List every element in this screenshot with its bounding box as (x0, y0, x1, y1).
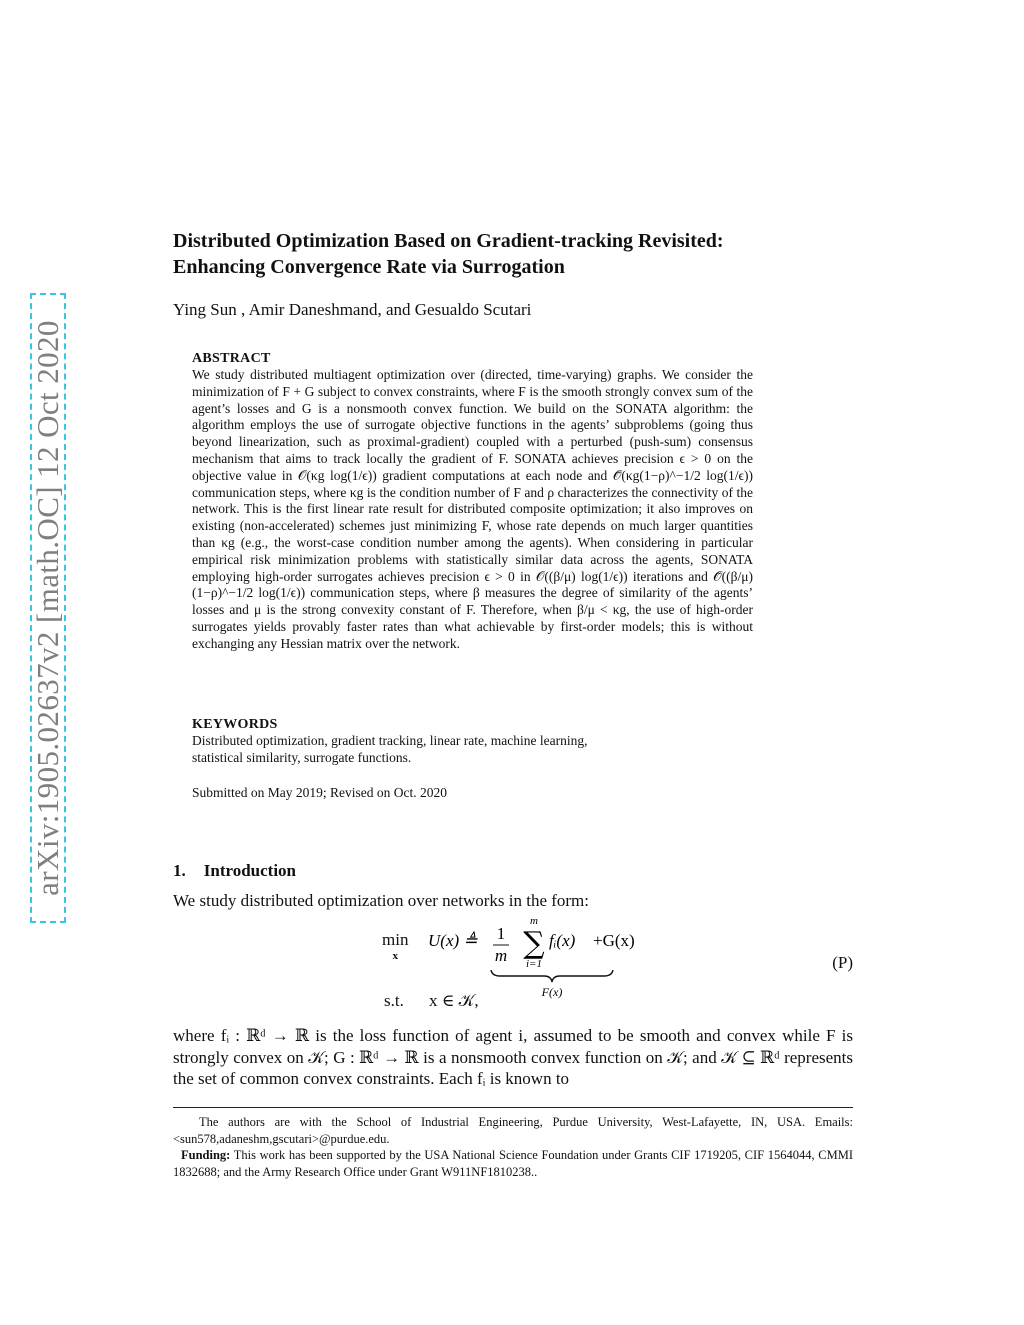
keywords-line-1: Distributed optimization, gradient tracking, linear rate, machine learning, (192, 733, 588, 748)
summand-term: fᵢ(x) (549, 931, 576, 950)
min-variable: x (392, 950, 398, 962)
abstract-text: We study distributed multiagent optimization over (directed, time-varying) graphs. We consider the minimization of F + G subject to convex constraints, where F is the smooth strongly convex sum of the agent’s losses and G is a nonsmooth convex function. We build on the SONATA algorithm: the algorithm employs the use of surrogate objective functions in the agents’ subproblems (going thus beyond linearization, such as proximal-gradient) coupled with a perturbed (push-sum) consensus mechanism that aims to track locally the gradient of F. SONATA achieves precision ϵ > 0 on the objective value in 𝒪(κg log(1/ϵ)) gradient computations at each node and 𝒪̃(κg(1−ρ)^−1/2 log(1/ϵ)) communication steps, where κg is the condition number of F and ρ characterizes the connectivity of the network. This is the first linear rate result for distributed composite optimization; it also improves on existing (non-accelerated) schemes just minimizing F, whose rate depends on much larger quantities than κg (e.g., the worst-case condition number among the agents). When considering in particular empirical risk minimization problems with statistically similar data across the agents, SONATA employing high-order surrogates achieves precision ϵ > 0 in 𝒪((β/μ) log(1/ϵ)) iterations and 𝒪̃((β/μ)(1−ρ)^−1/2 log(1/ϵ)) communication steps, where β measures the degree of similarity of the agents’ losses and μ is the strong convexity constant of F. Therefore, when β/μ < κg, the use of high-order surrogates yields provably faster rates than what achievable by first-order models; this is without exchanging any Hessian matrix over the network. (192, 367, 753, 651)
min-word: min (382, 930, 409, 949)
keywords-section (192, 717, 753, 767)
footnotes (173, 1114, 853, 1180)
abstract-heading: ABSTRACT (192, 351, 271, 366)
underbrace (491, 970, 613, 982)
underbrace-label: F(x) (541, 985, 563, 999)
author-list: Ying Sun , Amir Daneshmand, and Gesualdo Scutari (173, 300, 532, 319)
sum-lower-limit: i=1 (526, 958, 542, 970)
problem-equation (173, 915, 853, 1020)
arxiv-identifier-text: arXiv:1905.02637v2 [math.OC] 12 Oct 2020 (30, 320, 65, 896)
title-line-1: Distributed Optimization Based on Gradient-tracking Revisited: (173, 230, 724, 252)
paper-title (173, 228, 873, 280)
keywords-heading: KEYWORDS (192, 717, 278, 732)
subject-to-label: s.t. (384, 991, 404, 1010)
equation-label: (P) (832, 953, 853, 972)
submission-note: Submitted on May 2019; Revised on Oct. 2020 (192, 785, 447, 800)
funding-label: Funding: (181, 1148, 231, 1162)
arxiv-identifier-stamp (30, 293, 66, 923)
footnote-divider (173, 1107, 853, 1108)
title-line-2: Enhancing Convergence Rate via Surrogation (173, 256, 565, 278)
funding-footnote (173, 1147, 853, 1180)
objective-expression (428, 915, 728, 1000)
introduction-paragraph: where fᵢ : ℝᵈ → ℝ is the loss function of agent i, assumed to be smooth and convex while F is strongly convex on 𝒦; G : ℝᵈ → ℝ is a nonsmooth convex function on 𝒦; and 𝒦 ⊆ ℝᵈ represents the set of common convex constraints. Each fᵢ is known to (173, 1026, 853, 1089)
fraction-numerator: 1 (496, 924, 506, 943)
section-number: 1. (173, 861, 186, 881)
section-title: Introduction (203, 861, 297, 881)
abstract-section (192, 351, 753, 653)
constraint-expression: x ∈ 𝒦, (429, 991, 479, 1010)
minimize-operator (382, 931, 408, 965)
funding-text: This work has been supported by the USA National Science Foundation under Grants CIF 1719205, CIF 1564044, CMMI 1832688; and the Army Research Office under Grant W911NF1810238.. (173, 1148, 853, 1179)
plus-g-term: +G(x) (593, 931, 635, 950)
keywords-line-2: statistical similarity, surrogate functions. (192, 749, 412, 765)
introduction-lead: We study distributed optimization over networks in the form: (173, 891, 590, 910)
summation-sign: ∑ (523, 926, 545, 961)
affiliation-footnote: The authors are with the School of Industrial Engineering, Purdue University, West-Lafayette, IN, USA. Emails: <sun578,adaneshm,gscutari>@purdue.edu. (173, 1115, 853, 1146)
fraction-denominator: m (494, 946, 508, 965)
sum-upper-limit: m (530, 915, 538, 927)
objective-lhs: U(x) ≜ (428, 931, 478, 950)
introduction-heading (173, 861, 296, 881)
